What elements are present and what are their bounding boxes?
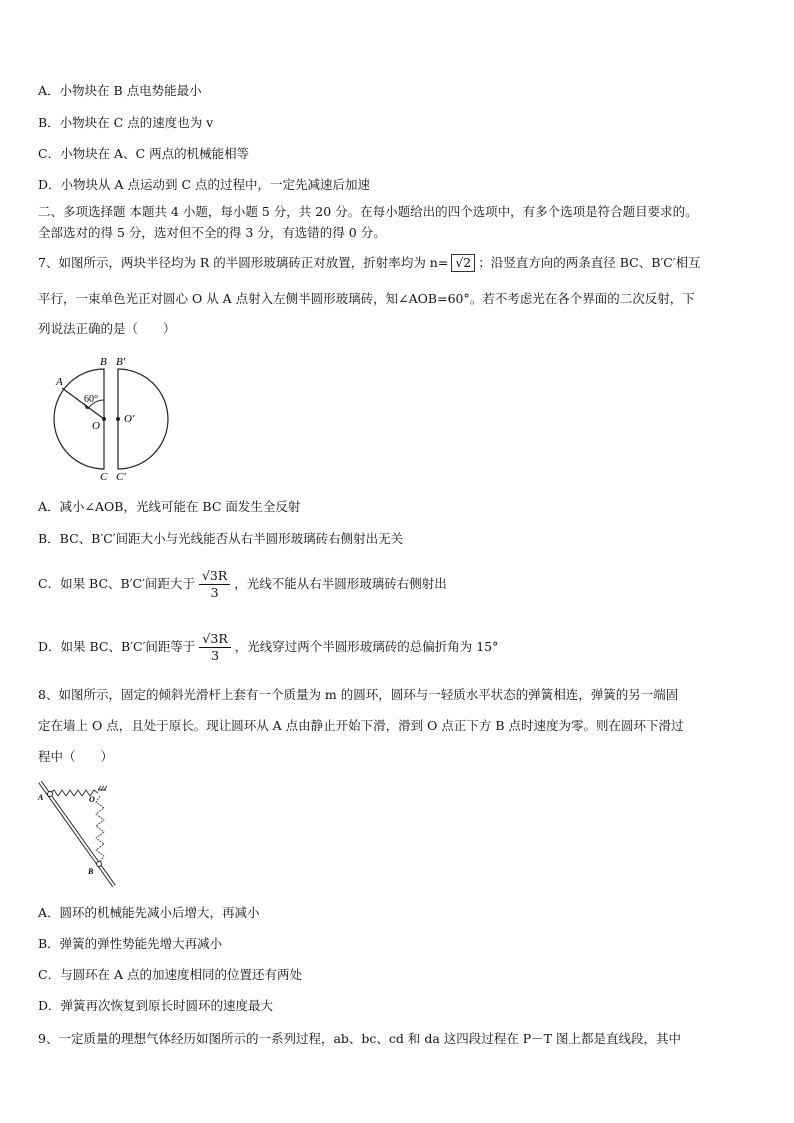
q6-option-d: D．小物块从 A 点运动到 C 点的过程中，一定先减速后加速 <box>38 177 371 192</box>
label-o: O <box>89 795 95 804</box>
label-o: O <box>92 420 100 432</box>
q8-rod-spring-figure <box>34 776 129 891</box>
q7-option-c-suffix: ，光线不能从右半圆形玻璃砖右侧射出 <box>234 576 447 591</box>
fraction-numerator: √3R <box>199 631 230 648</box>
center-o <box>102 417 106 421</box>
label-c-prime: C′ <box>116 471 126 482</box>
q6-option-a: A．小物块在 B 点电势能最小 <box>38 83 202 98</box>
label-c: C <box>100 471 108 482</box>
inclined-rod-inner <box>40 782 114 886</box>
label-o-prime: O′ <box>124 413 135 425</box>
section2-heading-line1: 二、多项选择题 本题共 4 小题，每小题 5 分，共 20 分。在每小题给出的四个选项中，有多个选项是符合题目要求的。 <box>38 204 698 219</box>
q7-option-c-fraction <box>199 568 230 601</box>
q7-stem-part1: 7、如图所示，两块半径均为 R 的半圆形玻璃砖正对放置，折射率均为 n= <box>38 255 449 270</box>
q8-option-a: A．圆环的机械能先减小后增大，再减小 <box>38 905 260 920</box>
q6-option-c: C．小物块在 A、C 两点的机械能相等 <box>38 146 250 161</box>
q8-stem-line1: 8、如图所示，固定的倾斜光滑杆上套有一个质量为 m 的圆环，圆环与一轻质水平状态的弹簧相连，弹簧的另一端固 <box>38 687 679 702</box>
q7-option-c <box>38 566 447 602</box>
fraction-denominator: 3 <box>210 585 219 600</box>
q7-sqrt-value: √2 <box>451 254 475 272</box>
q7-option-d-suffix: ，光线穿过两个半圆形玻璃砖的总偏折角为 15° <box>234 639 499 654</box>
q7-stem-line3: 列说法正确的是（ ） <box>38 321 176 336</box>
wall-hatch <box>98 786 107 790</box>
fraction-denominator: 3 <box>211 648 220 663</box>
label-b-prime: B′ <box>116 356 126 368</box>
q7-option-d <box>38 629 498 665</box>
q7-option-d-fraction <box>199 631 230 664</box>
vertical-dashed-spring <box>96 796 104 862</box>
q8-option-c: C．与圆环在 A 点的加速度相同的位置还有两处 <box>38 967 303 982</box>
q8-stem-line2: 定在墙上 O 点，且处于原长。现让圆环从 A 点由静止开始下滑，滑到 O 点正下方 B 点时速度为零。则在圆环下滑过 <box>38 718 684 733</box>
q7-stem-line2: 平行，一束单色光正对圆心 O 从 A 点射入左侧半圆形玻璃砖，知∠AOB=60°。若不考虑光在各个界面的二次反射，下 <box>38 291 695 306</box>
section2-heading-line2: 全部选对的得 5 分，选对但不全的得 3 分，有选错的得 0 分。 <box>38 225 386 240</box>
label-b: B <box>88 867 94 876</box>
ring-at-a <box>48 792 53 797</box>
q7-stem-part2: ；沿竖直方向的两条直径 BC、B′C′相互 <box>478 255 701 270</box>
q7-option-a: A．减小∠AOB，光线可能在 BC 面发生全反射 <box>38 499 301 514</box>
label-angle: 60° <box>84 394 98 405</box>
label-b: B <box>100 356 107 368</box>
q7-stem-line1 <box>38 254 701 272</box>
q8-option-d: D．弹簧再次恢复到原长时圆环的速度最大 <box>38 998 274 1013</box>
label-a: A <box>56 376 63 388</box>
center-o-prime <box>116 417 120 421</box>
ring-at-b <box>97 862 102 867</box>
q9-stem-line1: 9、一定质量的理想气体经历如图所示的一系列过程，ab、bc、cd 和 da 这四段过程在 P－T 图上都是直线段，其中 <box>38 1031 681 1046</box>
q7-option-c-prefix: C．如果 BC、B′C′间距大于 <box>38 576 195 591</box>
q7-semicircle-figure <box>38 352 178 482</box>
q7-option-b: B．BC、B′C′间距大小与光线能否从右半圆形玻璃砖右侧射出无关 <box>38 531 404 546</box>
q7-option-d-prefix: D．如果 BC、B′C′间距等于 <box>38 639 196 654</box>
q6-option-b: B．小物块在 C 点的速度也为 v <box>38 115 214 130</box>
q8-option-b: B．弹簧的弹性势能先增大再减小 <box>38 936 223 951</box>
fraction-numerator: √3R <box>199 568 230 585</box>
q8-stem-line3: 程中（ ） <box>38 749 114 764</box>
label-a: A <box>38 793 44 802</box>
